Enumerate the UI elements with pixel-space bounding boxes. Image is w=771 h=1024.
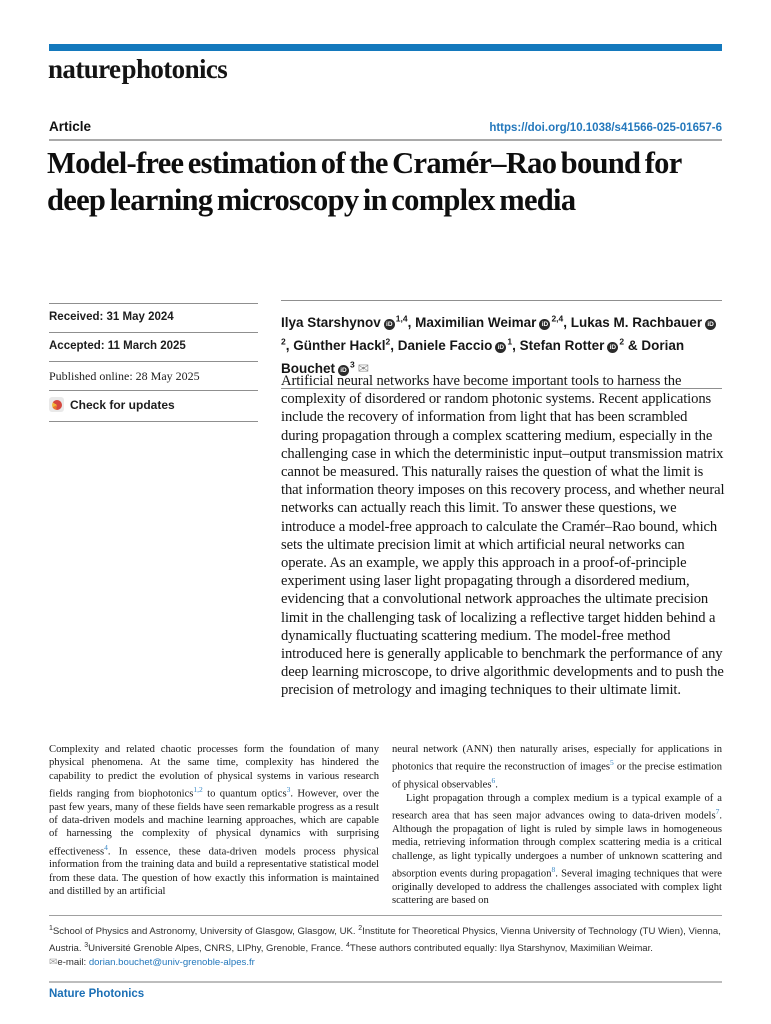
dates-panel-divider: [49, 421, 258, 422]
envelope-icon: ✉: [49, 957, 58, 969]
orcid-icon[interactable]: iD: [607, 342, 618, 353]
article-title: Model-free estimation of the Cramér–Rao bound for deep learning microscopy in complex media: [47, 146, 682, 217]
footer-divider: [49, 981, 722, 983]
author: Günther Hackl$^2$,: [293, 336, 398, 353]
top-accent-bar: [49, 44, 722, 51]
orcid-icon[interactable]: iD: [338, 365, 349, 376]
journal-logo: nature photonics: [48, 54, 228, 84]
email-link[interactable]: dorian.bouchet@univ-grenoble-alpes.fr: [88, 957, 255, 969]
body-column-left: [49, 743, 379, 907]
author: Daniele Faccio $iD^1$,: [397, 336, 520, 353]
journal-name-footer: Nature Photonics: [49, 988, 145, 1000]
check-updates-button[interactable]: [49, 390, 258, 421]
check-updates-label: Check for updates: [70, 398, 175, 412]
orcid-icon[interactable]: iD: [495, 342, 506, 353]
orcid-icon[interactable]: iD: [539, 319, 550, 330]
body-paragraph: Complexity and related chaotic processes form the foundation of many physical phenomena. At the same time, complexity has hindered the capability to predict the evolution of physical systems in various research fields ranging from biophotonics$^{1,2}$ to quantum optics$^3$. However, over the past few years, many of these fields have seen remarkable progress as a result of data-driven models and machine learning approaches, which are capable of harnessing the complexity of physical dynamics with surprising effectiveness$^4$. In essence, these data-driven models process physical information from the training data and build a representative statistical model from these data. The question of how exactly this information is maintained and distilled by an artificial: [49, 744, 379, 898]
corresponding-email-icon[interactable]: ✉: [357, 360, 370, 376]
body-column-right: [392, 743, 722, 907]
published-date: Published online: 28 May 2025: [49, 361, 258, 390]
affiliations-footnote: [49, 915, 722, 970]
body-paragraph: Light propagation through a complex medium is a typical example of a research area that has seen major advances owing to data-driven models$^7$. Although the propagation of light is ruled by simple laws in homogeneous media, retrieving information through complex scattering media is a critical challenge, as light typically undergoes a number of unknown scattering and absorption events during propagation$^8$. Several imaging techniques that were originally developed to address the challenges associated with complex light scattering are based on: [392, 792, 722, 907]
orcid-icon[interactable]: iD: [705, 319, 716, 330]
received-date: Received: 31 May 2024: [49, 303, 258, 332]
author: Ilya Starshynov iD$^{1,4}$,: [281, 313, 416, 330]
dates-panel: [49, 303, 258, 422]
author: Stefan Rotter $iD^2$ &: [519, 336, 642, 353]
author: Maximilian Weimar iD$^{2,4}$,: [415, 313, 571, 330]
abstract: Artificial neural networks have become important tools to harness the complexity of disordered or random photonic systems. Recent applications include the recovery of information from light that has been scrambled during propagation through a complex scattering medium, especially in the challenging case in which the deterministic input–output transmission matrix cannot be measured. This naturally raises the question of what the limit is that information theory imposes on this recovery process, and whether neural networks can actually reach this limit. To answer these questions, we introduce a model-free approach to calculate the Cramér–Rao bound, which sets the ultimate precision limit at which artificial neural networks can operate. As an example, we apply this approach in a proof-of-principle experiment using laser light propagating through a disordered medium, evidencing that a convolutional network approaches the ultimate precision limit in the challenging task of localizing a reflective target hidden behind a dynamically fluctuating scattering medium. The model-free method introduced here is generally applicable to benchmark the performance of any deep learning microscope, to drive algorithmic developments and to push the precision of metrology and imaging techniques to their ultimate limit.: [281, 373, 725, 699]
author: Dorian Bouchet $iD^3$ ✉: [281, 337, 685, 376]
body-columns: [49, 743, 722, 907]
author: Lukas M. Rachbauer $iD^2$,: [281, 315, 717, 353]
doi-link[interactable]: https://doi.org/10.1038/s41566-025-01657-6: [489, 122, 722, 134]
article-label: Article: [49, 119, 92, 134]
author-list: [281, 309, 722, 378]
body-paragraph: neural network (ANN) then naturally arises, especially for applications in photonics that require the reconstruction of images$^5$ or the precise estimation of physical observables$^6$.: [392, 744, 723, 791]
orcid-icon[interactable]: iD: [384, 319, 395, 330]
email-line: [49, 956, 722, 970]
email-label: e-mail:: [57, 957, 89, 969]
article-header-row: [49, 119, 722, 134]
accepted-date: Accepted: 11 March 2025: [49, 332, 258, 361]
header-divider: [49, 139, 722, 141]
affiliations-text: $^1$School of Physics and Astronomy, University of Glasgow, Glasgow, UK. $^2$Institute for Theoretical Physics, Vienna University of Technology (TU Wien), Vienna, Austria. $^3$Université Grenoble Alpes, CNRS, LIPhy, Grenoble, France. $^4$These authors contributed equally: Ilya Starshynov, Maximilian Weimar.: [49, 925, 721, 955]
crossmark-icon: [49, 397, 64, 412]
